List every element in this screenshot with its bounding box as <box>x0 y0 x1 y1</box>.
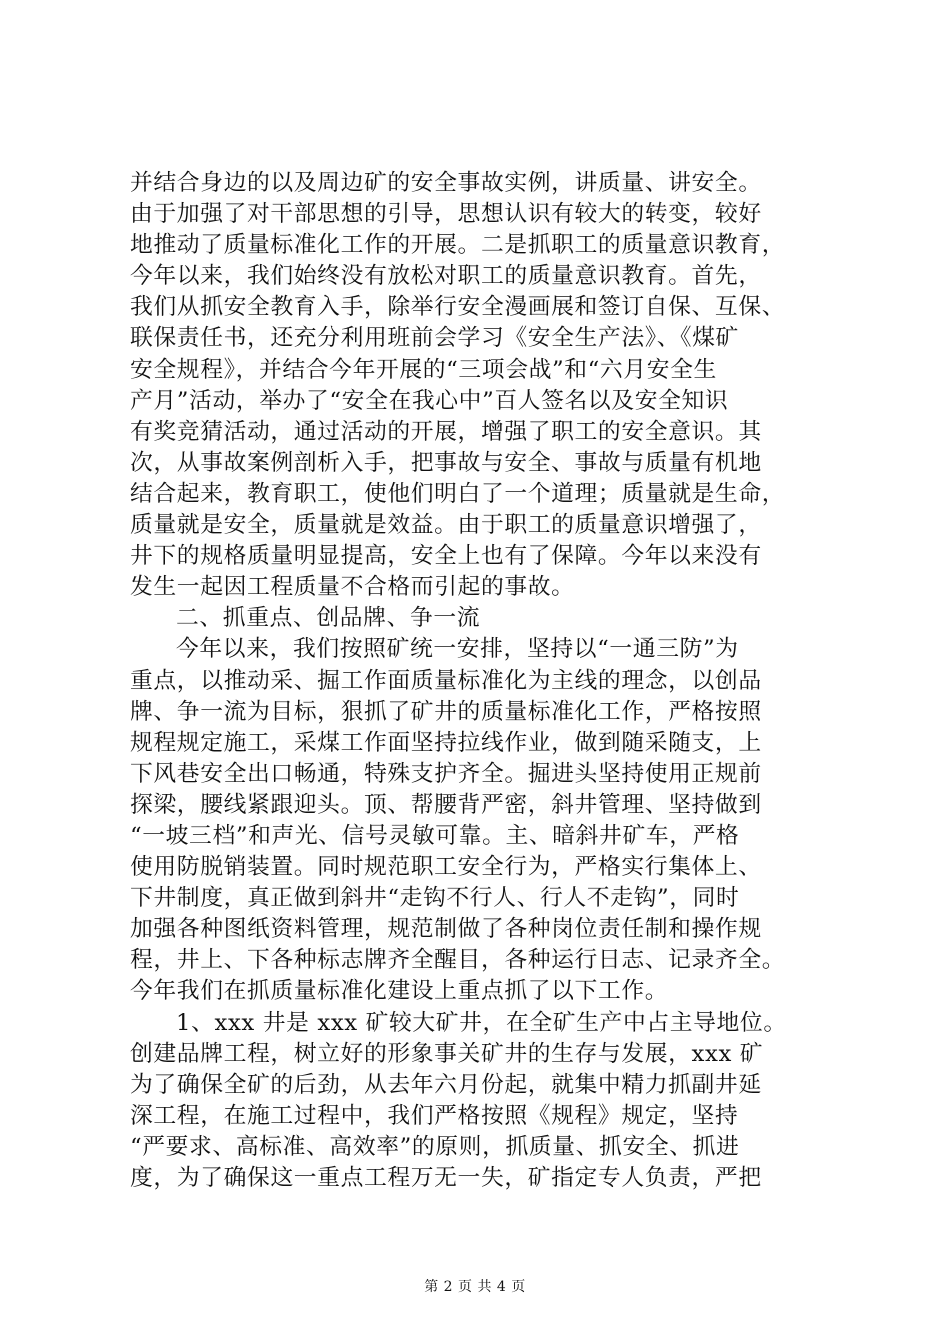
document-body <box>130 168 830 1194</box>
text-line: 今年我们在抓质量标准化建设上重点抓了以下工作。 <box>130 978 669 1005</box>
text-line: 程，井上、下各种标志牌齐全醒目，各种运行日志、记录齐全。 <box>130 947 786 974</box>
text-line: 结合起来，教育职工，使他们明白了一个道理；质量就是生命， <box>130 480 786 507</box>
text-line: 今年以来，我们始终没有放松对职工的质量意识教育。首先， <box>130 263 762 290</box>
text-line: 我们从抓安全教育入手，除举行安全漫画展和签订自保、互保、 <box>130 294 786 321</box>
text-line: 重点，以推动采、掘工作面质量标准化为主线的理念，以创品 <box>130 667 762 694</box>
text-line: 加强各种图纸资料管理，规范制做了各种岗位责任制和操作规 <box>130 916 762 943</box>
text-line: 探梁，腰线紧跟迎头。顶、帮腰背严密，斜井管理、坚持做到 <box>130 791 762 818</box>
text-line: 创建品牌工程，树立好的形象事关矿井的生存与发展，xxx 矿 <box>130 1040 764 1067</box>
text-line: 由于加强了对干部思想的引导，思想认识有较大的转变，较好 <box>130 201 762 228</box>
text-line: 有奖竞猜活动，通过活动的开展，增强了职工的安全意识。其 <box>130 418 762 445</box>
text-line: 并结合身边的以及周边矿的安全事故实例，讲质量、讲安全。 <box>130 170 762 196</box>
text-line: 地推动了质量标准化工作的开展。二是抓职工的质量意识教育， <box>130 232 786 259</box>
text-line: 使用防脱销装置。同时规范职工安全行为，严格实行集体上、 <box>130 854 762 881</box>
text-line: 牌、争一流为目标，狠抓了矿井的质量标准化工作，严格按照 <box>130 698 762 725</box>
text-line: 下井制度，真正做到斜井“走钩不行人、行人不走钩”，同时 <box>130 885 740 912</box>
text-line: 为了确保全矿的后劲，从去年六月份起，就集中精力抓副井延 <box>130 1071 762 1098</box>
text-line: 二、抓重点、创品牌、争一流 <box>176 605 481 632</box>
text-line: 下风巷安全出口畅通，特殊支护齐全。掘进头坚持使用正规前 <box>130 760 762 787</box>
text-line: 次，从事故案例剖析入手，把事故与安全、事故与质量有机地 <box>130 449 762 476</box>
text-line: 质量就是安全，质量就是效益。由于职工的质量意识增强了， <box>130 512 762 539</box>
text-line: 度，为了确保这一重点工程万无一失，矿指定专人负责，严把 <box>130 1165 762 1191</box>
text-line: 规程规定施工，采煤工作面坚持拉线作业，做到随采随支，上 <box>130 729 762 756</box>
page-footer: 第 2 页 共 4 页 <box>424 1279 526 1295</box>
text-line: 产月”活动，举办了“安全在我心中”百人签名以及安全知识 <box>130 387 729 414</box>
text-line: 发生一起因工程质量不合格而引起的事故。 <box>130 574 575 601</box>
text-line: 井下的规格质量明显提高，安全上也有了保障。今年以来没有 <box>130 543 762 570</box>
text-line: “严要求、高标准、高效率”的原则，抓质量、抓安全、抓进 <box>130 1133 740 1160</box>
text-line: 联保责任书，还充分利用班前会学习《安全生产法》、《煤矿 <box>130 325 739 352</box>
text-line: 安全规程》，并结合今年开展的“三项会战”和“六月安全生 <box>130 356 717 383</box>
text-line: “一坡三档”和声光、信号灵敏可靠。主、暗斜井矿车，严格 <box>130 822 740 849</box>
text-line: 1、xxx 井是 xxx 矿较大矿井，在全矿生产中占主导地位。 <box>176 1009 787 1036</box>
text-line: 今年以来，我们按照矿统一安排，坚持以“一通三防”为 <box>176 636 739 663</box>
text-line: 深工程，在施工过程中，我们严格按照《规程》规定，坚持 <box>130 1102 739 1129</box>
